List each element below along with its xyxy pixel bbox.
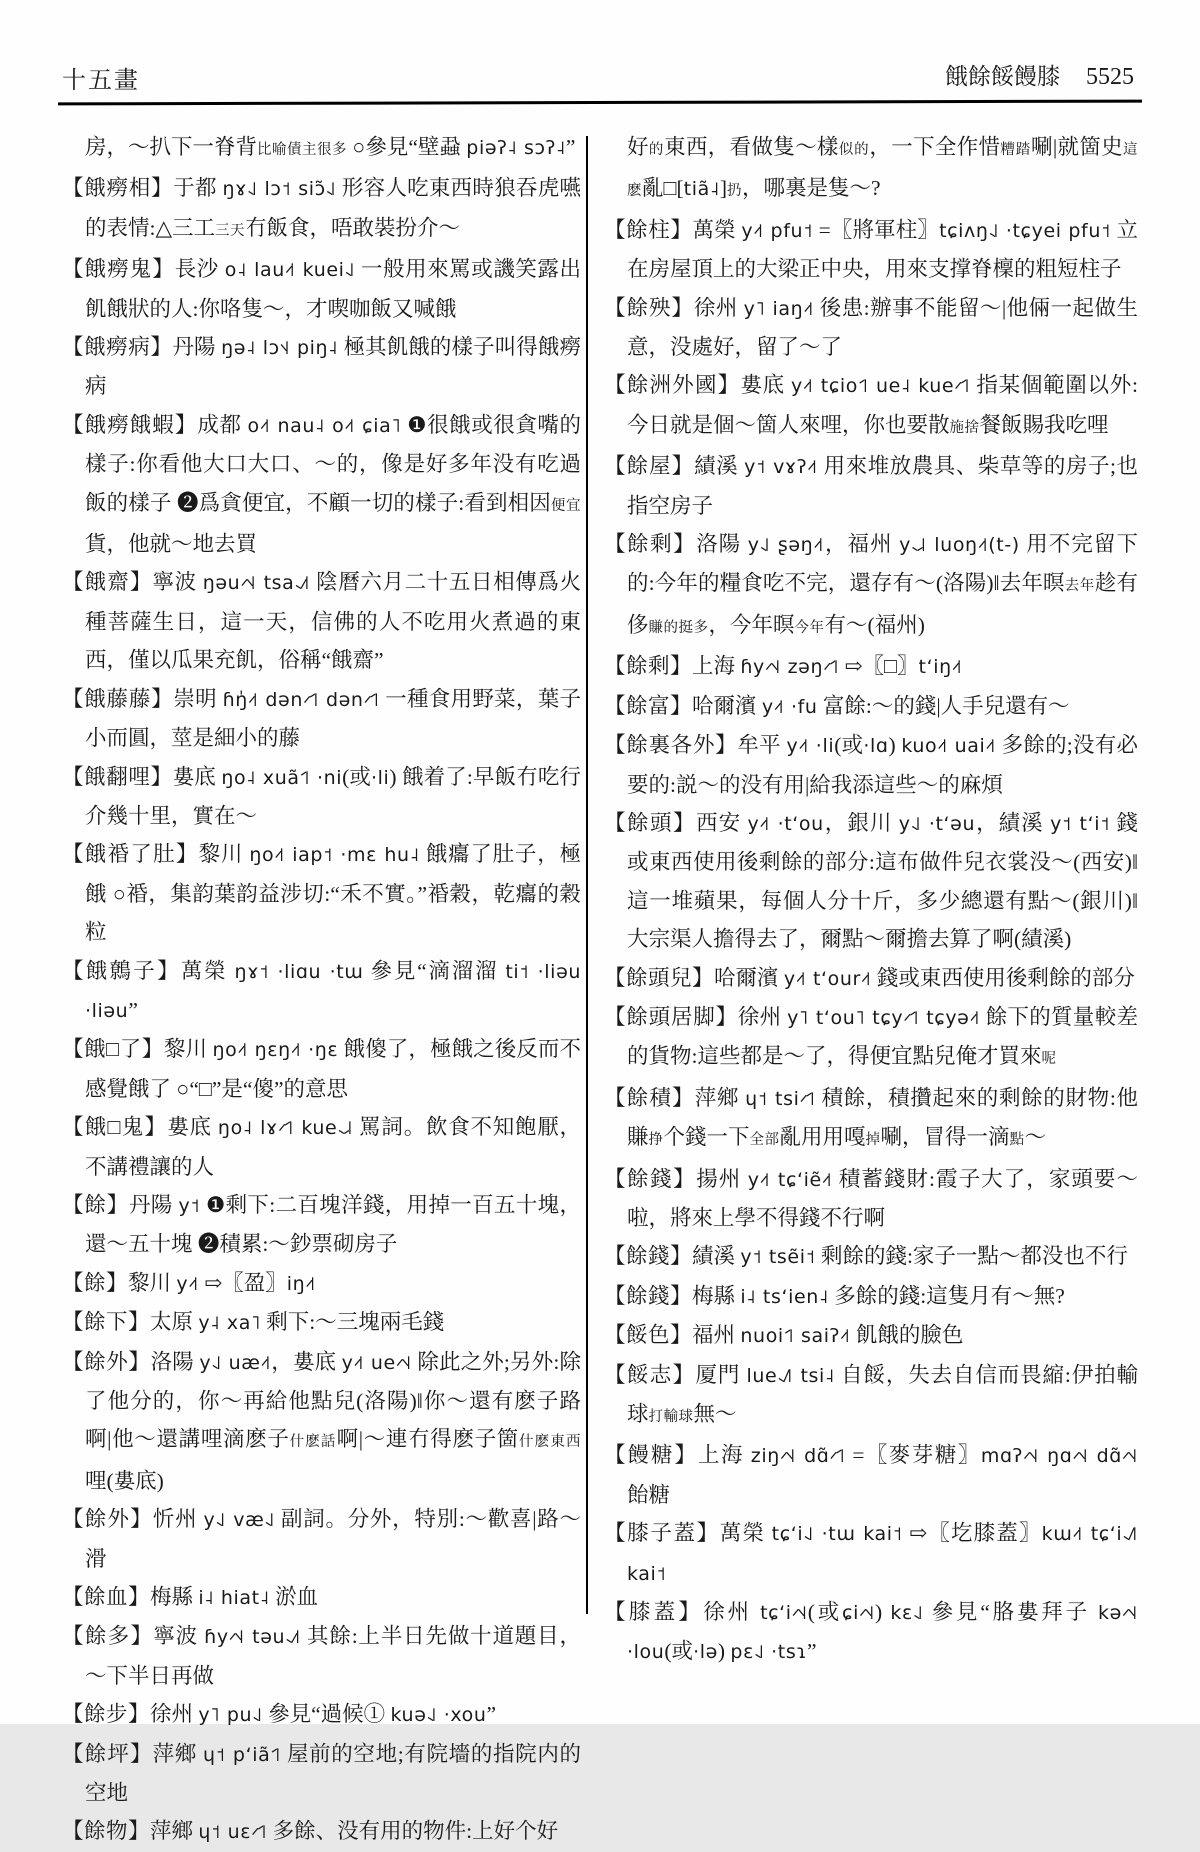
dictionary-entry (604, 447, 1138, 525)
phonetic-transcription: ŋɤ˦ ·liɑu ·tɯ (234, 960, 364, 983)
dictionary-entry (604, 1237, 1138, 1276)
dictionary-entry (62, 169, 581, 250)
phonetic-transcription: y˨˦ ·tʻou (747, 812, 824, 835)
right-column (604, 128, 1138, 1672)
running-head-right (945, 58, 1134, 91)
definition-text: 萬榮 (719, 1521, 772, 1546)
definition-text: 餓傻了，極餓之後反而不感覺餓了 ○“□”是“傻”的意思 (85, 1037, 581, 1101)
definition-text: 其餘:上半日先做十道題目，～下半日再做 (85, 1624, 581, 1688)
dictionary-entry (62, 250, 581, 328)
headword: 【餘下】 (62, 1310, 151, 1335)
definition-text: ～ (1024, 1125, 1047, 1150)
definition-text: 指某個範圍以外:今日就是個～箇人來哩，你也要散 (627, 373, 1138, 437)
small-gloss: 賺的挺多 (648, 619, 709, 636)
phonetic-transcription: y˨˦ tʻour˨˦ (783, 967, 872, 990)
definition-text: ，福州 (823, 532, 900, 557)
dictionary-entry (604, 804, 1138, 959)
definition-text: 徐州 (737, 1004, 788, 1029)
dictionary-entry (62, 1735, 581, 1813)
headword: 【餒色】 (604, 1323, 693, 1348)
phonetic-transcription: lue˨˩˥ tsi˨ (746, 1364, 835, 1387)
headword: 【餘頭居脚】 (604, 1004, 738, 1029)
dictionary-entry (604, 1593, 1138, 1672)
definition-text: =〖將軍柱〗 (813, 217, 940, 242)
phonetic-transcription: kuə˨˩ ·xou (390, 1704, 487, 1727)
headword: 【餘坪】 (62, 1741, 153, 1766)
headword: 【餘步】 (62, 1702, 151, 1727)
definition-text: ❶很餓或很貪嘴的樣子:你看他大口大口、～的，像是好多年没有吃過飯的樣子 ❷爲貪便宜，不顧一切的樣子:看到相因 (85, 412, 581, 515)
headword: 【餓齋】 (62, 570, 153, 595)
headword: 【餓癆鬼】 (62, 257, 175, 282)
small-gloss: 掉 (865, 1132, 881, 1149)
definition-text: 績溪 (692, 1244, 741, 1269)
dictionary-entry (62, 1186, 581, 1264)
phonetic-transcription: y˥ tʻou˥ tɕy˨˦˥ tɕyə˨˦ (787, 1006, 981, 1029)
dictionary-entry (62, 680, 581, 758)
phonetic-transcription: ɦy˨˦˨ təu˨˩˦ (204, 1626, 301, 1649)
dictionary-entry (62, 1264, 581, 1303)
dictionary-entry (604, 998, 1138, 1079)
phonetic-transcription: y˨˩ uæ˨˦ (199, 1351, 272, 1374)
headword: 【餘裏各外】 (604, 733, 738, 758)
dictionary-entry (604, 525, 1138, 647)
definition-text: 績溪 (694, 454, 745, 479)
dictionary-entry (62, 1695, 581, 1734)
phonetic-transcription: kɛ˨˩ (890, 1602, 924, 1625)
definition-text: 唰|就箇史 (1031, 135, 1123, 159)
small-gloss: 似的 (838, 142, 870, 158)
phonetic-transcription: y˨˦ ue˨˦˨ (341, 1351, 412, 1374)
dictionary-entry (62, 1303, 581, 1342)
headword: 【餘】 (62, 1270, 129, 1295)
definition-text: 牟平 (737, 733, 787, 758)
definition-text: 黎川 (128, 1270, 177, 1295)
small-gloss: 呢 (1041, 1051, 1057, 1068)
definition-text: (或 (664, 1639, 694, 1664)
phonetic-transcription: ɦŋ̍˨˦ dən˨˦˥ dən˨˦˥ (222, 688, 380, 711)
definition-text: 哩(婁底) (85, 1468, 164, 1493)
definition-text: ○參見“壁蝨 (347, 135, 467, 159)
phonetic-transcription: ŋəu˨˦˨ tsa˨˩˦ (202, 572, 311, 595)
headword: 【膝子蓋】 (604, 1521, 720, 1546)
definition-text: 徐州 (693, 295, 744, 320)
headword: 【餘錢】 (604, 1166, 697, 1191)
definition-text: 西安 (696, 810, 748, 835)
definition-text: ❶剩下:二百塊洋錢，用掉一百五十塊，還～五十塊 ❷積累:～鈔票砌房子 (85, 1192, 581, 1257)
small-gloss: 這麽 (627, 142, 1138, 200)
headword: 【餘屋】 (604, 454, 695, 479)
definition-text: 立在房屋頂上的大梁正中央，用來支撑脊檁的粗短柱子 (627, 217, 1138, 282)
definition-text: ，婁底 (271, 1349, 342, 1374)
headword: 【饅糖】 (604, 1443, 698, 1468)
phonetic-transcription: tɕʻi˨˦˨ (760, 1602, 808, 1625)
definition-text: 忻州 (152, 1507, 204, 1532)
headword: 【餓癆餓蝦】 (62, 412, 198, 437)
definition-text: ，銀川 (823, 810, 899, 835)
phonetic-transcription: ŋə˨ lɔ˦˨ piŋ˨ (221, 337, 339, 360)
definition-text: 東西，看做隻～樣 (664, 135, 839, 159)
definition-text: 長沙 (174, 257, 225, 282)
dictionary-entry (62, 1812, 581, 1851)
definition-text: ，今年暝 (708, 612, 795, 637)
small-gloss: 糟踏 (1000, 142, 1032, 158)
definition-text: 黎川 (163, 1037, 213, 1062)
definition-text: 唰，冒得一滴 (880, 1125, 1010, 1150)
dictionary-entry (604, 726, 1138, 804)
dictionary-entry (62, 1030, 581, 1108)
definition-text: 冇飯食，唔敢裝扮介～ (245, 215, 461, 240)
phonetic-transcription: ŋo˨ lɤ˨˦˥ kue˨˩˨ (217, 1117, 354, 1140)
definition-text: 剩餘的錢:家子一點～都没也不行 (815, 1244, 1128, 1269)
small-gloss: 扔 (726, 183, 742, 200)
headword: 【餘頭】 (604, 810, 697, 835)
definition-text: 餓癟了肚子，極餓 ○䄑，集韵葉韵益涉切:“禾不實。”䄑穀，乾癟的穀粒 (85, 842, 581, 945)
dictionary-entry (604, 1514, 1138, 1593)
definition-text: 哈爾濱 (692, 693, 762, 718)
dictionary-entry (604, 289, 1138, 367)
definition-text: 萍鄉 (150, 1819, 199, 1844)
phonetic-transcription: ·lə (693, 1641, 718, 1664)
definition-text: 个錢一下 (663, 1125, 750, 1150)
headword: 【餘外】 (62, 1507, 153, 1532)
definition-text: 自餒，失去自信而畏縮:伊拍輸球 (627, 1362, 1138, 1426)
phonetic-transcription: ɕi˨˦˨ (842, 1602, 876, 1625)
definition-text: 積餘，積攢起來的剩餘的財物:他賺 (627, 1085, 1138, 1150)
definition-text: 陰曆六月二十五日相傳爲火種菩薩生日，這一天，信佛的人不吃用火煮過的東西，僅以瓜果充飢，俗稱“餓齋” (85, 570, 581, 673)
headword: 【餘錢】 (604, 1283, 693, 1308)
phonetic-transcription: tɕiʌŋ˨˩ ·tɕyei pfu˦ (939, 219, 1111, 242)
definition-text: 參見“滴溜溜 (363, 958, 506, 983)
definition-text: 有～(福州) (824, 612, 925, 637)
small-gloss: 施捨 (949, 419, 980, 436)
definition-text: 富餘:～的錢|人手兒還有～ (817, 693, 1070, 718)
headword: 【餘血】 (62, 1585, 151, 1610)
definition-text: (或 (807, 1600, 843, 1625)
phonetic-transcription: i˨ hiat˨ (198, 1587, 270, 1610)
dictionary-entry (62, 1617, 581, 1695)
phonetic-transcription: ɥ˦ pʻiã˦˥ (203, 1743, 281, 1766)
definition-text: 趁有侈 (627, 571, 1139, 637)
definition-text: 房，～扒下一脊背 (85, 135, 258, 159)
headword: 【餘殃】 (604, 295, 694, 320)
phonetic-transcription: o˨˦ nau˨ o˨˦ ɕia˥ (247, 414, 402, 437)
headword: 【餘柱】 (604, 217, 693, 242)
definition-text: 多餘的;没有必要的:説～的没有用|給我添這些～的麻煩 (627, 733, 1138, 797)
phonetic-transcription: y˨˦ (176, 1272, 199, 1295)
definition-text: 寧波 (152, 570, 203, 595)
phonetic-transcription: y˨˩˨ luoŋ˨˦(t-) (899, 534, 1020, 557)
small-gloss: 的 (648, 142, 665, 158)
definition-text: 錢或東西使用後剩餘的部分:這布做件兒衣裳没～(西安)‖這一堆蘋果，每個人分十斤，多少總還有點～(銀川)‖大宗渠人擔得去了，爾點～爾擔去算了啊(績溪) (627, 810, 1138, 952)
definition-text: 哈爾濱 (714, 965, 784, 990)
definition-text: 于都 (173, 176, 223, 201)
dictionary-entry (604, 1436, 1138, 1514)
definition-text: 萍鄉 (694, 1085, 746, 1110)
definition-text: ” (128, 997, 138, 1022)
phonetic-transcription: y˨˩ ʂəŋ˨˦ (747, 534, 824, 557)
definition-text: 婁底 (167, 1115, 218, 1140)
definition-text: 黎川 (198, 842, 250, 867)
headword: 【餘剩】 (604, 654, 693, 679)
definition-text: 萬榮 (692, 217, 742, 242)
definition-text: 罵詞。飲食不知飽厭，不講禮讓的人 (85, 1115, 581, 1179)
phonetic-transcription: y˨˦ ·li (786, 735, 835, 758)
definition-text: 福州 (692, 1323, 741, 1348)
definition-text: ) (717, 1639, 731, 1664)
definition-text: 形容人吃東西時狼吞虎嚥的表情:△三工 (85, 176, 581, 240)
phonetic-transcription: ŋo˨˦ ŋɛŋ˨˦ ·ŋɛ (212, 1039, 339, 1062)
definition-text: 萍鄉 (152, 1741, 203, 1766)
dictionary-entry (62, 758, 581, 836)
headword: 【餓□鬼】 (62, 1115, 168, 1140)
page-number: 5525 (1086, 64, 1134, 90)
headword: 【餘洲外國】 (604, 373, 741, 398)
definition-text: 多餘、没有用的物件:上好个好 (267, 1819, 559, 1844)
definition-text: 參見“過候① (262, 1702, 391, 1727)
phonetic-transcription: y˦ vɤʔ˨˦ (744, 456, 818, 479)
dictionary-entry (62, 563, 581, 679)
definition-text: 婁底 (172, 764, 222, 789)
dictionary-entry (62, 1500, 581, 1578)
definition-text: 萬榮 (180, 958, 235, 983)
phonetic-transcription: ti˦ ·liəu ·liəu (85, 960, 581, 1022)
headword: 【餓癆病】 (62, 335, 173, 360)
headword: 【餘錢】 (604, 1244, 693, 1269)
definition-text: (或 (834, 733, 864, 758)
dictionary-entry (62, 835, 581, 951)
column-divider-rule (586, 136, 588, 1614)
definition-text: 成都 (197, 412, 248, 437)
dictionary-entry (604, 959, 1138, 998)
definition-text: 寧波 (153, 1624, 205, 1649)
definition-text: 丹陽 (129, 1192, 179, 1217)
phonetic-transcription: i˨ tsʻien˨ (740, 1285, 829, 1308)
definition-text: 丹陽 (172, 335, 222, 360)
definition-text: 婁底 (740, 373, 792, 398)
small-gloss: 全部 (749, 1132, 780, 1149)
dictionary-entry (604, 211, 1138, 289)
phonetic-transcription: ɥ˦ tsi˨˦˥ (745, 1087, 816, 1110)
left-column (62, 128, 581, 1852)
definition-text: 無～ (693, 1402, 737, 1426)
definition-text: 一般用來罵或譏笑露出飢餓狀的人:你咯隻～，才喫咖飯又喊餓 (85, 257, 581, 321)
headword: 【餓翻哩】 (62, 764, 173, 789)
definition-text: ⇨〖□〗 (839, 654, 919, 679)
definition-text: 多餘的錢:這隻月有～無? (828, 1283, 1065, 1308)
phonetic-transcription: tɕʻi˨˩ ·tɯ kai˦ (771, 1523, 903, 1546)
small-gloss: 今年 (794, 619, 825, 636)
phonetic-transcription: nuoi˦˥ saiʔ˨˦ (740, 1325, 851, 1348)
definition-text: ) (875, 1600, 891, 1625)
definition-text: 太原 (150, 1310, 199, 1335)
definition-text: ，一下全作惜 (869, 135, 1001, 159)
headword: 【餘積】 (604, 1085, 695, 1110)
small-gloss: 三天 (215, 222, 246, 239)
phonetic-transcription: ·lɑ (863, 735, 889, 758)
definition-text: 洛陽 (150, 1349, 200, 1374)
headword: 【餘】 (62, 1192, 130, 1217)
definition-text: 上海 (697, 1443, 751, 1468)
dictionary-entry (604, 1160, 1138, 1238)
dictionary-entry (604, 1277, 1138, 1316)
phonetic-transcription: y˦ tsẽi˦ (740, 1246, 816, 1269)
definition-text: 飴糖 (627, 1482, 671, 1507)
small-gloss: 什麽東西 (518, 1434, 582, 1451)
headword: 【餓鷯子】 (62, 958, 181, 983)
dictionary-entry (62, 952, 581, 1031)
definition-text: 上海 (692, 654, 741, 679)
headword: 【餘多】 (62, 1624, 154, 1649)
phonetic-transcription: y˨˩ ·tʻəu (898, 812, 976, 835)
continuation-paragraph (62, 128, 581, 169)
definition-text: 積蓄錢財:霞子大了，家頭要～啦，將來上學不得錢不行啊 (627, 1166, 1138, 1230)
phonetic-transcription: ŋo˨˦ iap˦ ·mɛ hu˨ (249, 844, 420, 867)
definition-text: 除此之外;另外:除了他分的，你～再給他點兒(洛陽)‖你～還有麽子路啊|他～還講哩滴麽子 (85, 1349, 581, 1452)
dictionary-entry (62, 1108, 581, 1186)
phonetic-transcription: ·li (371, 766, 390, 789)
dictionary-entry (62, 406, 581, 564)
running-head-characters: 餓餘餒饅膝 (945, 64, 1060, 89)
phonetic-transcription: y˨ xa˥ (198, 1312, 261, 1335)
headword: 【餘富】 (604, 693, 693, 718)
definition-text: 揚州 (696, 1166, 748, 1191)
small-gloss: 去年 (1064, 578, 1095, 595)
headword: 【餓癆相】 (62, 176, 174, 201)
definition-text: 啊|～連冇得麽子箇 (336, 1427, 519, 1452)
headword: 【膝蓋】 (604, 1600, 704, 1625)
definition-text: =〖麥芽糖〗 (845, 1443, 981, 1468)
headword: 【餘頭兒】 (604, 965, 715, 990)
headword: 【餘外】 (62, 1349, 151, 1374)
definition-text: 梅縣 (150, 1585, 199, 1610)
small-gloss: 比喻債主很多 (257, 142, 348, 158)
phonetic-transcription: iŋ˨˦ (286, 1272, 316, 1295)
definition-text: 餘下的質量較差的貨物:這些都是～了，得便宜點兒俺才買來 (627, 1004, 1138, 1069)
definition-text: 亂用用嘎 (779, 1125, 866, 1150)
phonetic-transcription: o˨ lau˨˦ kuei˨˩ (224, 259, 356, 282)
definition-text: ) 餓着了:早飯冇吃行介幾十里，實在～ (85, 764, 581, 828)
definition-text: 屋前的空地;有院墻的指院内的空地 (85, 1741, 581, 1806)
dictionary-entry (604, 366, 1138, 447)
headword: 【餘剩】 (604, 532, 697, 557)
phonetic-transcription: ɦy˨˦˨ zəŋ˨˦˥ (740, 656, 840, 679)
headword: 【餓□了】 (62, 1037, 164, 1062)
small-gloss: 點 (1009, 1132, 1025, 1149)
dictionary-entry (604, 687, 1138, 726)
definition-text: ” (486, 1702, 497, 1727)
phonetic-transcription: y˨˩ væ˨˩ (203, 1509, 275, 1532)
phonetic-transcription: kuo˨˦ uai˨˦ (901, 735, 996, 758)
phonetic-transcription: ŋɤ˨˩ lɔ˦ siɔ̃˨˩ (222, 178, 337, 201)
definition-text: ) (888, 733, 902, 758)
small-gloss: 打輸球 (648, 1409, 694, 1425)
phonetic-transcription: y˦ (178, 1194, 201, 1217)
definition-text: 用來堆放農具、柴草等的房子;也指空房子 (627, 454, 1138, 518)
definition-text: 洛陽 (696, 532, 748, 557)
dictionary-entry (604, 1079, 1138, 1160)
definition-text: 參見“胳婁拜子 (923, 1600, 1099, 1625)
dictionary-entry (604, 1356, 1138, 1437)
definition-text: ⇨〖圪膝蓋〗 (902, 1521, 1042, 1546)
definition-text: ” (565, 135, 576, 159)
definition-text: 錢或東西使用後剩餘的部分 (871, 965, 1135, 990)
definition-text: ，績溪 (975, 810, 1051, 835)
small-gloss: 挣 (648, 1132, 664, 1149)
phonetic-transcription: y˥ iaŋ˨˦ (743, 297, 814, 320)
definition-text: 徐州 (150, 1702, 199, 1727)
headword: 【餓藤藤】 (62, 686, 174, 711)
definition-text: 貨，他就～地去買 (85, 532, 258, 557)
definition-text: 飢餓的臉色 (850, 1323, 964, 1348)
phonetic-transcription: tʻiŋ˨˦ (918, 656, 963, 679)
dictionary-entry (62, 328, 581, 406)
definition-text: ，哪裏是隻～? (741, 176, 881, 201)
definition-text: 淤血 (269, 1585, 319, 1610)
headword: 【餒志】 (604, 1362, 696, 1387)
phonetic-transcription: kə˨˦˨ ·lou (627, 1602, 1138, 1664)
phonetic-transcription: y˦ tʻi˦ (1050, 812, 1111, 835)
definition-text: 副詞。分外，特別:～歡喜|路～滑 (85, 1507, 581, 1571)
phonetic-transcription: piəʔ˨ sɔʔ˨ (466, 137, 566, 159)
definition-text: 厦門 (695, 1362, 747, 1387)
phonetic-transcription: y˥ pu˨˩ (198, 1704, 263, 1727)
phonetic-transcription: y˨˦ pfu˦ (741, 219, 814, 242)
definition-text: 梅縣 (692, 1283, 741, 1308)
dictionary-entry (604, 647, 1138, 686)
definition-text: 亂□[ (642, 176, 684, 201)
definition-text: 徐州 (703, 1600, 761, 1625)
definition-text: 餐飯賜我吃哩 (979, 412, 1109, 437)
headword: 【餓䄑了肚】 (62, 842, 199, 867)
definition-text: 好 (627, 135, 649, 159)
phonetic-transcription: kɯ˨˦ tɕʻi˨˩˥ kai˦ (627, 1523, 1138, 1585)
headword: 【餘物】 (62, 1819, 151, 1844)
definition-text: 崇明 (173, 686, 223, 711)
phonetic-transcription: mɑʔ˨˦˨ ŋɑ˨˦˨ dɑ̃˨˦˨ (980, 1445, 1138, 1468)
running-head-stroke-count: 十五畫 (62, 68, 140, 94)
dictionary-entry (62, 1578, 581, 1617)
dictionary-entry (604, 1316, 1138, 1355)
definition-text: 一種食用野菜，葉子小而圓，莖是細小的藤 (85, 686, 581, 751)
phonetic-transcription: tiã˨ (683, 178, 720, 201)
phonetic-transcription: y˨˦ tɕʻiẽ˨˦ (747, 1168, 833, 1191)
definition-text: ” (807, 1639, 817, 1664)
definition-text: ] (719, 176, 727, 201)
phonetic-transcription: ŋo˨ xuã˦˥ ·ni (221, 766, 343, 789)
small-gloss: 什麽話 (289, 1434, 337, 1451)
definition-text: ⇨〖盈〗 (198, 1270, 287, 1295)
definition-text: 剩下:～三塊兩毛錢 (260, 1310, 445, 1335)
phonetic-transcription: ɥ˦ uɛ˨˦˥ (198, 1821, 268, 1844)
phonetic-transcription: y˨˦ ·fu (761, 695, 818, 718)
header-rule (58, 100, 1142, 106)
definition-text: 極其飢餓的樣子叫得餓癆病 (85, 335, 581, 399)
phonetic-transcription: y˨˦ tɕio˦˥ ue˨ kue˨˦˥ (791, 375, 971, 398)
definition-text: (或 (342, 764, 372, 789)
phonetic-transcription: pɛ˨˩ ·tsɿ (730, 1641, 808, 1664)
phonetic-transcription: ziŋ˨˦˨ dɑ̃˨˦˥ (750, 1445, 846, 1468)
small-gloss: 便宜 (550, 497, 582, 514)
definition-text: 後患:辦事不能留～|他倆一起做生意，没處好，留了～了 (627, 295, 1138, 360)
continuation-paragraph (604, 128, 1138, 211)
definition-text: 用不完留下的:今年的糧食吃不完，還存有～(洛陽)‖去年暝 (627, 532, 1138, 596)
dictionary-entry (62, 1343, 581, 1501)
